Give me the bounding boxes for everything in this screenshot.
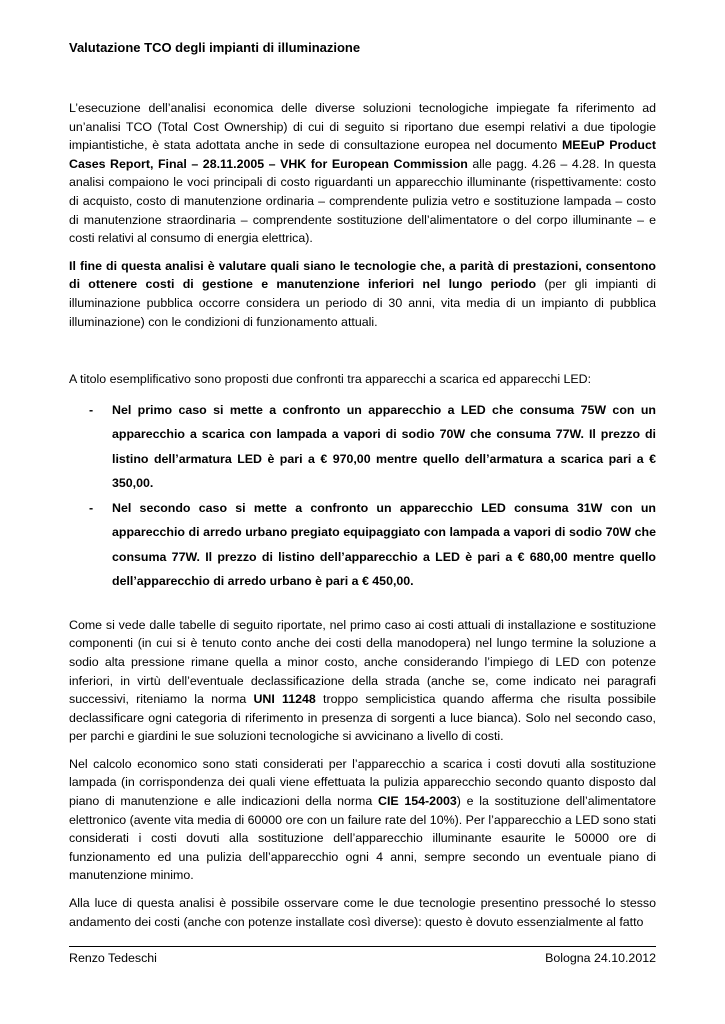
- document-body: [69, 99, 656, 940]
- paragraph-text: (per gli impianti di illuminazione pubblica occorre considera un periodo di 30 anni, vita media di un impianto di pubblica illuminazione) con le condizioni di funzionamento attuali.: [69, 277, 656, 329]
- paragraph-economic-calc: [69, 755, 656, 885]
- spacer: [69, 340, 656, 370]
- paragraph-text: Nel calcolo economico sono stati considerati per l’apparecchio a scarica i costi dovuti alla sostituzione lampada (in corrispondenza dei quali viene effettuata la pulizia apparecchio secondo quanto disposto dal piano di manutenzione e alle indicazioni della norma: [69, 756, 656, 809]
- comparison-list: [69, 398, 656, 594]
- footer-divider: [69, 946, 656, 947]
- paragraph-purpose: [69, 257, 656, 331]
- paragraph-examples-intro: A titolo esemplificativo sono proposti due confronti tra apparecchi a scarica ed apparecchi LED:: [69, 372, 592, 387]
- paragraph-conclusion: Alla luce di questa analisi è possibile osservare come le due tecnologie presentino pressoché lo stesso andamento dei costi (anche con potenze installate così diverse): questo è dovuto essenzialmente al fatto: [69, 896, 656, 929]
- paragraph-text: ) e la sostituzione dell’alimentatore elettronico (avente vita media di 60000 ore con un failure rate del 10%). Per l’apparecchio a LED sono stati considerati i costi dovuti alla sostituzione dell’apparecchio illuminante esaurite le 50000 ore di funzionamento ed una pulizia dell’apparecchio ogni 4 anni, sempre secondo un eventuale piano di manutenzione minimo.: [69, 794, 656, 883]
- list-item-text: Nel secondo caso si mette a confronto un apparecchio LED consuma 31W con un apparecchio di arredo urbano pregiato equipaggiato con lampada a vapori di sodio 70W che consuma 77W. Il prezzo di listino dell’apparecchio a LED è pari a € 680,00 mentre quello dell’apparecchio di arredo urbano è pari a € 450,00.: [112, 500, 656, 589]
- paragraph-text: alle pagg. 4.26 – 4.28. In questa analisi compaiono le voci principali di costo riguardanti un apparecchio illuminante (rispettivamente: costo di acquisto, costo di manutenzione ordinaria – comprendente pulizia vetro e sostituzione lampada – costo di manutenzione straordinaria – comprendente sostituzione dell’alimentatore o del corpo illuminante – e costi relativi al consumo di energia elettrica).: [69, 156, 656, 246]
- bullet-dash: -: [89, 500, 94, 515]
- paragraph-intro: [69, 99, 656, 248]
- list-item-text: Nel primo caso si mette a confronto un apparecchio a LED che consuma 75W con un apparecchio a scarica con lampada a vapori di sodio 70W che consuma 77W. Il prezzo di listino dell’armatura LED è pari a € 970,00 mentre quello dell’armatura a scarica pari a € 350,00.: [112, 402, 656, 491]
- paragraph-text: troppo semplicistica quando afferma che risulta possibile declassificare ogni categoria di riferimento in presenza di sorgenti a luce bianca). Solo nel secondo caso, per parchi e giardini le sue soluzioni tecnologiche si avvicinano a livello di costi.: [69, 692, 656, 744]
- bold-norm: CIE 154-2003: [378, 794, 457, 809]
- list-item: [69, 496, 656, 594]
- bullet-dash: -: [89, 402, 94, 417]
- bold-purpose: Il fine di questa analisi è valutare quali siano le tecnologie che, a parità di prestazioni, consentono di ottenere costi di gestione e manutenzione inferiori nel lungo periodo: [69, 258, 656, 292]
- paragraph-tables-comment: [69, 616, 656, 746]
- footer-place-date: Bologna 24.10.2012: [545, 951, 656, 965]
- bold-reference: MEEuP Product Cases Report, Final – 28.11.2005 – VHK for European Commission: [69, 138, 656, 171]
- bold-norm: UNI 11248: [253, 692, 316, 707]
- page-footer: [69, 951, 656, 965]
- paragraph-text: Come si vede dalle tabelle di seguito riportate, nel primo caso ai costi attuali di installazione e sostituzione componenti (in cui si è tenuto conto anche dei costi della manodopera) nel lungo termine la soluzione a sodio alta pressione rimane quella a minor costo, anche considerando l’impiego di LED con potenze inferiori, in virtù dell’eventuale declassificazione della strada (anche se, come indicato nei paragrafi successivi, riteniamo la norma: [69, 617, 656, 707]
- footer-author: Renzo Tedeschi: [69, 951, 157, 965]
- paragraph-text: L’esecuzione dell’analisi economica delle diverse soluzioni tecnologiche impiegate fa riferimento ad un’analisi TCO (Total Cost Ownership) di cui di seguito si riportano due esempi relativi a due tipologie impiantistiche, è stata adottata anche in sede di consultazione europea nel documento: [69, 101, 656, 153]
- page-header-title: Valutazione TCO degli impianti di illuminazione: [69, 40, 361, 55]
- list-item: [69, 398, 656, 496]
